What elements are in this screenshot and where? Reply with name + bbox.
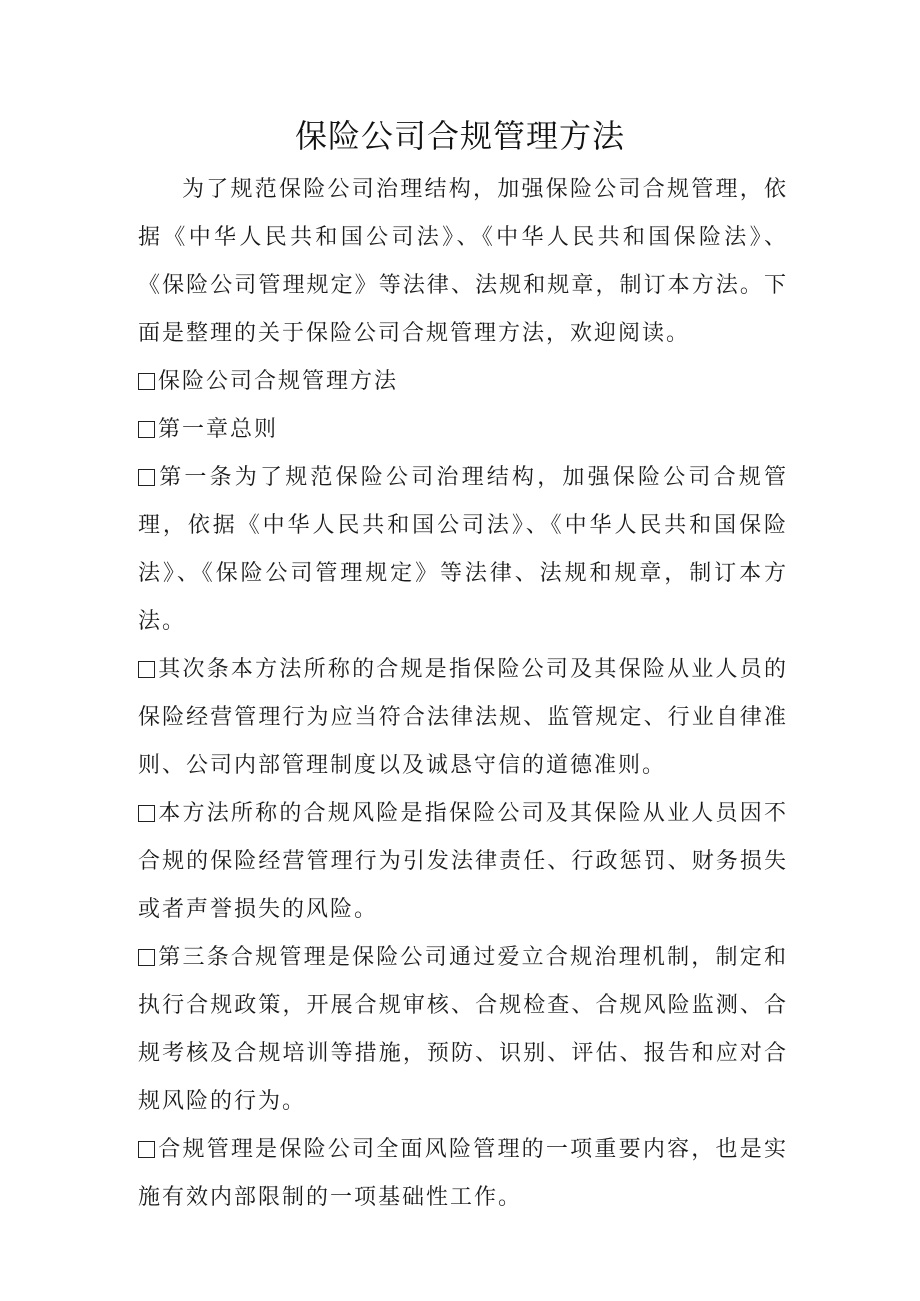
paragraph	[138, 406, 788, 454]
document-body	[138, 166, 788, 1222]
paragraph	[138, 934, 788, 1126]
checkbox-glyph-icon	[138, 1141, 155, 1158]
paragraph	[138, 646, 788, 790]
paragraph	[138, 454, 788, 646]
checkbox-glyph-icon	[138, 421, 155, 438]
checkbox-glyph-icon	[138, 949, 155, 966]
paragraph-text: 本方法所称的合规风险是指保险公司及其保险从业人员因不合规的保险经营管理行为引发法律责任、行政惩罚、财务损失或者声誉损失的风险。	[138, 801, 788, 922]
checkbox-glyph-icon	[138, 373, 155, 390]
checkbox-glyph-icon	[138, 661, 155, 678]
intro-paragraph: 为了规范保险公司治理结构，加强保险公司合规管理，依据《中华人民共和国公司法》、《中华人民共和国保险法》、《保险公司管理规定》等法律、法规和规章，制订本方法。下面是整理的关于保险公司合规管理方法，欢迎阅读。	[138, 177, 788, 346]
checkbox-glyph-icon	[138, 469, 155, 486]
checkbox-glyph-icon	[138, 805, 155, 822]
paragraph-text: 保险公司合规管理方法	[158, 369, 399, 394]
paragraph-text: 第一条为了规范保险公司治理结构，加强保险公司合规管理，依据《中华人民共和国公司法》、《中华人民共和国保险法》、《保险公司管理规定》等法律、法规和规章，制订本方法。	[138, 465, 788, 634]
paragraph-text: 其次条本方法所称的合规是指保险公司及其保险从业人员的保险经营管理行为应当符合法律法规、监管规定、行业自律准则、公司内部管理制度以及诚恳守信的道德准则。	[138, 657, 788, 778]
paragraph-text: 第一章总则	[158, 417, 279, 442]
paragraph	[138, 358, 788, 406]
paragraph	[138, 790, 788, 934]
paragraph	[138, 1126, 788, 1222]
paragraph-text: 第三条合规管理是保险公司通过爱立合规治理机制，制定和执行合规政策，开展合规审核、合规检查、合规风险监测、合规考核及合规培训等措施，预防、识别、评估、报告和应对合规风险的行为。	[138, 945, 788, 1114]
document-title: 保险公司合规管理方法	[294, 117, 625, 155]
paragraph-text: 合规管理是保险公司全面风险管理的一项重要内容，也是实施有效内部限制的一项基础性工作。	[138, 1137, 788, 1210]
